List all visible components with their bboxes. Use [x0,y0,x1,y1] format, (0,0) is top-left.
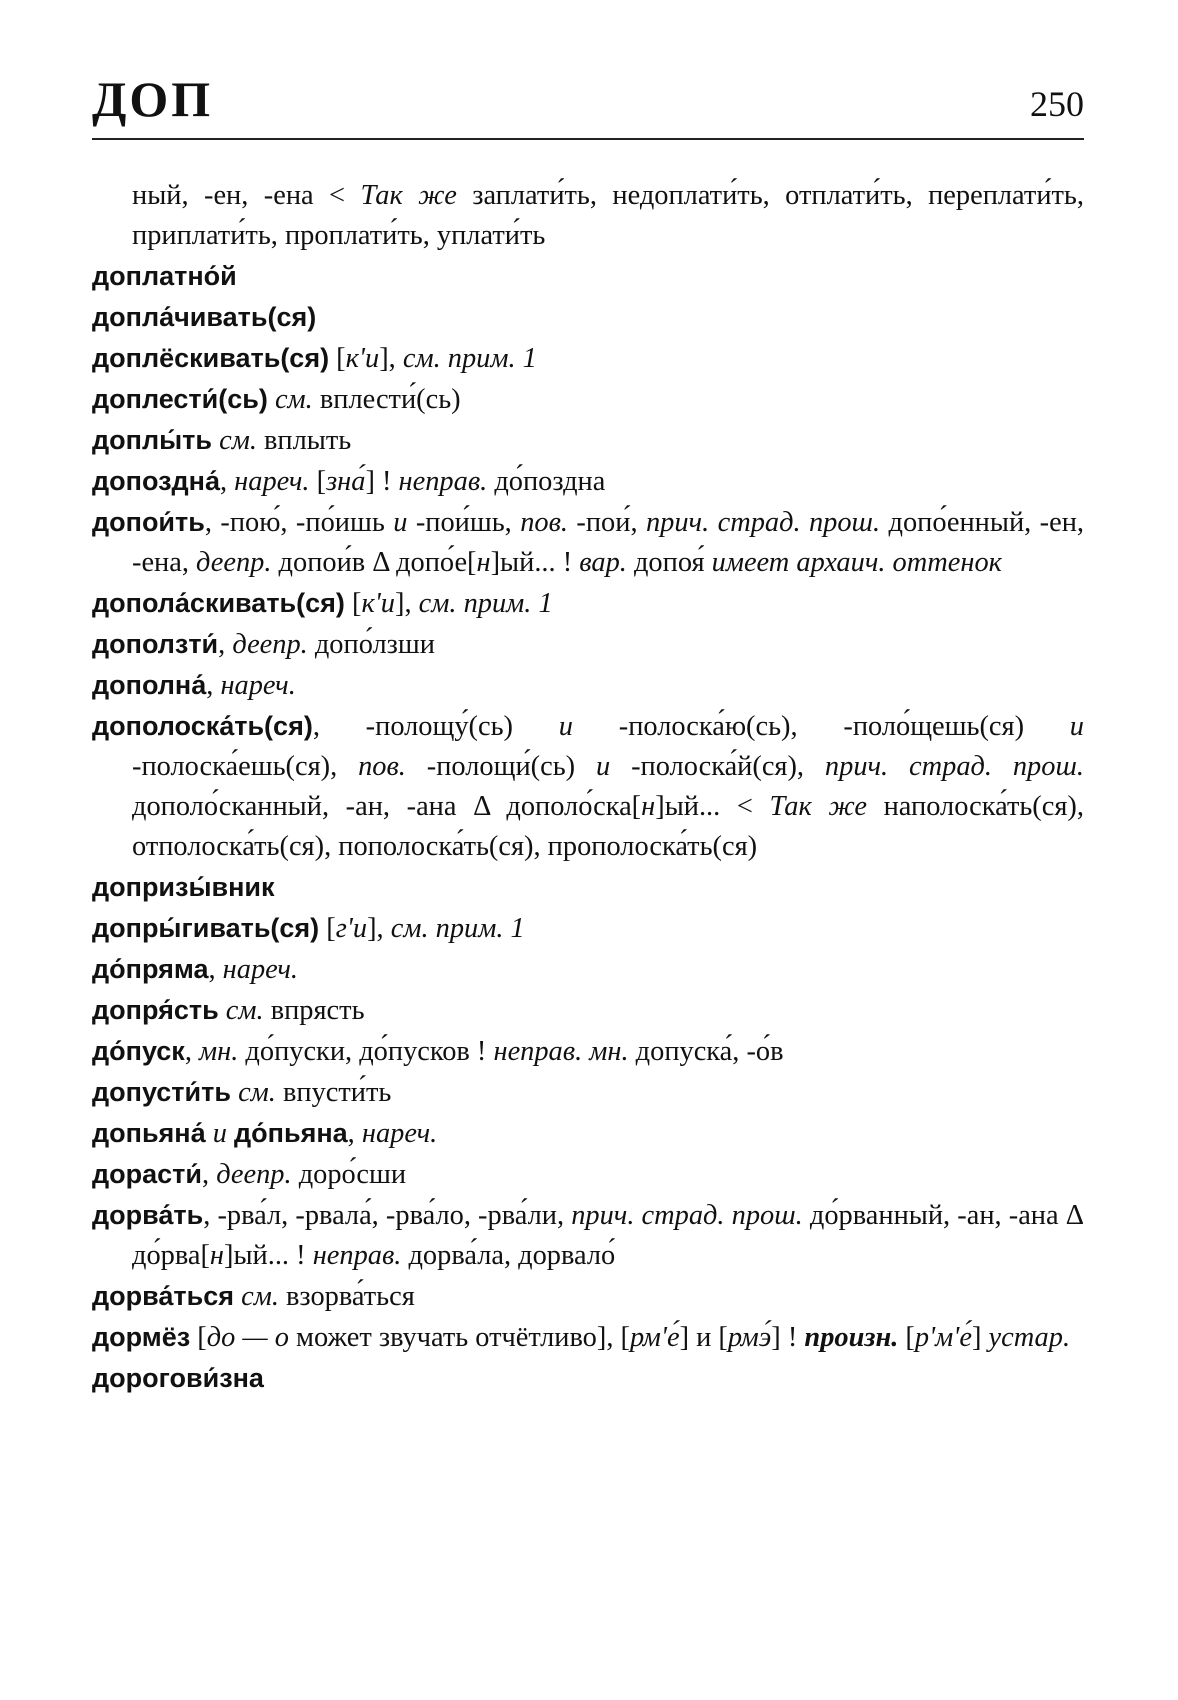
headword: допьяна́ [92,1118,206,1148]
headword: допоздна́ [92,466,220,496]
entry-text: , [208,954,223,985]
italic-text: неправ. [312,1240,402,1271]
italic-text: р'м'е́ [914,1322,972,1353]
entry-text: ]ый... < [655,791,770,822]
headword: допризы́вник [92,872,275,902]
italic-text: нареч. [220,670,296,701]
entry-text: доро́сши [291,1159,407,1190]
italic-text: см. прим. 1 [402,343,537,374]
italic-text: см. [241,1281,279,1312]
dictionary-entry [92,502,1084,583]
italic-text: Так же [769,791,867,822]
entry-text: ]ый... ! [490,547,580,578]
entry-text: [ [898,1322,915,1353]
dictionary-entry [92,706,1084,867]
dictionary-entry [92,297,1084,338]
entry-text: ], [395,588,419,619]
italic-text: см. прим. 1 [418,588,553,619]
entry-text: ], [379,343,403,374]
headword: доплы́ть [92,425,212,455]
headword: допла́чивать(ся) [92,302,317,332]
entry-text: -полоска́й(ся), [610,751,825,782]
italic-text: деепр. [196,547,272,578]
italic-text: деепр. [216,1159,292,1190]
entry-text: , [201,1159,217,1190]
entry-text: ] ! [771,1322,805,1353]
italic-text: устар. [988,1322,1071,1353]
entry-text [219,995,226,1026]
dictionary-entry [92,990,1084,1031]
entry-text: до́поздна [487,466,606,497]
entry-text: вплести́(сь) [312,384,461,415]
entry-text: [ [344,588,362,619]
italic-text: рмэ́ [727,1322,772,1353]
dictionary-entry [92,420,1084,461]
entry-text: допо́енный, -ен, -ена, [132,507,1084,578]
italic-text: Так же [360,180,457,211]
italic-text: до — о [206,1322,289,1353]
entry-text: , [347,1118,362,1149]
entry-text: [ [319,913,336,944]
dictionary-entry [92,1317,1084,1358]
italic-text: рм'е́ [629,1322,680,1353]
dictionary-entry [92,1358,1084,1399]
italic-text: и [595,751,611,782]
headword: допусти́ть [92,1077,231,1107]
entry-text: впрясть [263,995,365,1026]
italic-text: см. [225,995,264,1026]
headword: до́пуск [92,1036,185,1066]
headword: дорва́ть [92,1200,204,1230]
italic-text: см. прим. 1 [390,913,525,944]
italic-text: к'и [361,588,396,619]
bold-italic-text: произн. [804,1322,899,1353]
entry-text [268,384,275,415]
entry-text: ]ый... ! [224,1240,313,1271]
entry-text: -полоска́ешь(ся), [132,751,359,782]
entry-text: , -пою́, -по́ишь [204,507,394,538]
italic-text: зна́ [326,466,366,497]
headword: доползти́ [92,629,219,659]
italic-text: нареч. [222,954,299,985]
italic-text: прич. страд. прош. [824,751,1084,782]
entry-text: допои́в Δ допо́е[ [271,547,477,578]
italic-text: см. [219,425,257,456]
entry-continuation [92,176,1084,256]
italic-text: и [1069,711,1084,742]
entry-text: , [206,670,221,701]
italic-text: и [393,507,408,538]
italic-text: н [641,791,656,822]
italic-text: н [209,1240,225,1271]
entry-text: ] [971,1322,989,1353]
entry-text [206,1118,213,1149]
entry-text: допуска́, -о́в [628,1036,784,1067]
italic-text: и [558,711,573,742]
entry-text: -полощи́(сь) [405,751,596,782]
dictionary-entry [92,379,1084,420]
italic-text: см. [238,1077,276,1108]
dictionary-entry [92,1031,1084,1072]
headword: дорасти́ [92,1159,202,1189]
entry-text: , [184,1036,200,1067]
italic-text: имеет архаич. оттенок [711,547,1002,578]
entry-text: -пои́, [568,507,646,538]
italic-text: нареч. [361,1118,438,1149]
entry-text: ] и [ [679,1322,728,1353]
entry-text: допоя́ [626,547,712,578]
entry-text: может звучать отчётливо], [ [288,1322,630,1353]
italic-text: деепр. [232,629,308,660]
headword: до́пряма [92,954,209,984]
entry-text: , [218,629,233,660]
entry-text: взорва́ться [278,1281,415,1312]
italic-text: пов. [520,507,568,538]
dictionary-entry [92,256,1084,297]
headword: допря́сть [92,995,219,1025]
header-rule [92,138,1084,140]
entry-text: заплати́ть, недоплати́ть, отплати́ть, переплати́ть, приплати́ть, проплати́ть, уплати́ть [132,180,1084,251]
dictionary-entry [92,461,1084,502]
entry-text: [ [329,343,346,374]
italic-text: г'и [335,913,368,944]
entry-text: дополо́сканный, -ан, -ана Δ дополо́ска[ [132,791,642,822]
dictionary-entry [92,1113,1084,1154]
entry-text: до́рванный, -ан, -ана Δ до́рва[ [132,1200,1084,1271]
entry-text: [ [190,1322,207,1353]
entry-text: впусти́ть [275,1077,392,1108]
entry-text: ] ! [365,466,399,497]
headword: дополоска́ть(ся) [92,711,313,741]
italic-text: к'и [345,343,380,374]
dictionary-entry [92,624,1084,665]
entry-text: -полоска́ю(сь), -поло́щешь(ся) [572,711,1070,742]
headword: дополна́ [92,670,207,700]
dictionary-entry [92,949,1084,990]
italic-text: н [476,547,491,578]
headword: допры́гивать(ся) [92,913,320,943]
entry-text: вплыть [256,425,352,456]
italic-text: вар. [579,547,627,578]
entry-text: [ [309,466,327,497]
entry-text: ный, -ен, -ена < [132,180,361,211]
headword: доплести́(сь) [92,384,268,414]
dictionary-entry [92,1276,1084,1317]
headword: допола́скивать(ся) [92,588,345,618]
running-head-word: ДОП [92,71,214,127]
dictionary-entry [92,583,1084,624]
headword: дорогови́зна [92,1363,264,1393]
entry-text: дорва́ла, дорвало́ [401,1240,616,1271]
dictionary-entry [92,1195,1084,1276]
italic-text: прич. страд. прош. [645,507,881,538]
italic-text: нареч. [234,466,310,497]
entries-list [92,176,1084,1399]
page-number: 250 [1030,84,1084,124]
italic-text: прич. страд. прош. [571,1200,803,1231]
entry-text: , -рва́л, -рвала́, -рва́ло, -рва́ли, [203,1200,572,1231]
dictionary-entry [92,665,1084,706]
entry-text: допо́лзши [307,629,435,660]
italic-text: неправ. [398,466,488,497]
dictionary-entry [92,338,1084,379]
dictionary-entry [92,908,1084,949]
italic-text: и [212,1118,227,1149]
italic-text: мн. [199,1036,239,1067]
entry-text: до́пуски, до́пусков ! [238,1036,494,1067]
entry-text: , [219,466,235,497]
entry-text: наполоска́ть(ся), отполоска́ть(ся), пополоска́ть(ся), прополоска́ть(ся) [132,791,1084,862]
dictionary-entry [92,867,1084,908]
dictionary-entry [92,1154,1084,1195]
headword: дормёз [92,1322,191,1352]
italic-text: неправ. мн. [493,1036,629,1067]
headword: допои́ть [92,507,205,537]
entry-text: ], [367,913,391,944]
headword: доплатно́й [92,261,237,291]
entry-text: , -полощу́(сь) [312,711,559,742]
entry-text: -пои́шь, [407,507,521,538]
headword: доплёскивать(ся) [92,343,330,373]
entry-text [227,1118,234,1149]
italic-text: см. [274,384,313,415]
entry-text [231,1077,238,1108]
dictionary-entry [92,1072,1084,1113]
headword: дорва́ться [92,1281,234,1311]
headword: до́пьяна [234,1118,348,1148]
italic-text: пов. [358,751,406,782]
